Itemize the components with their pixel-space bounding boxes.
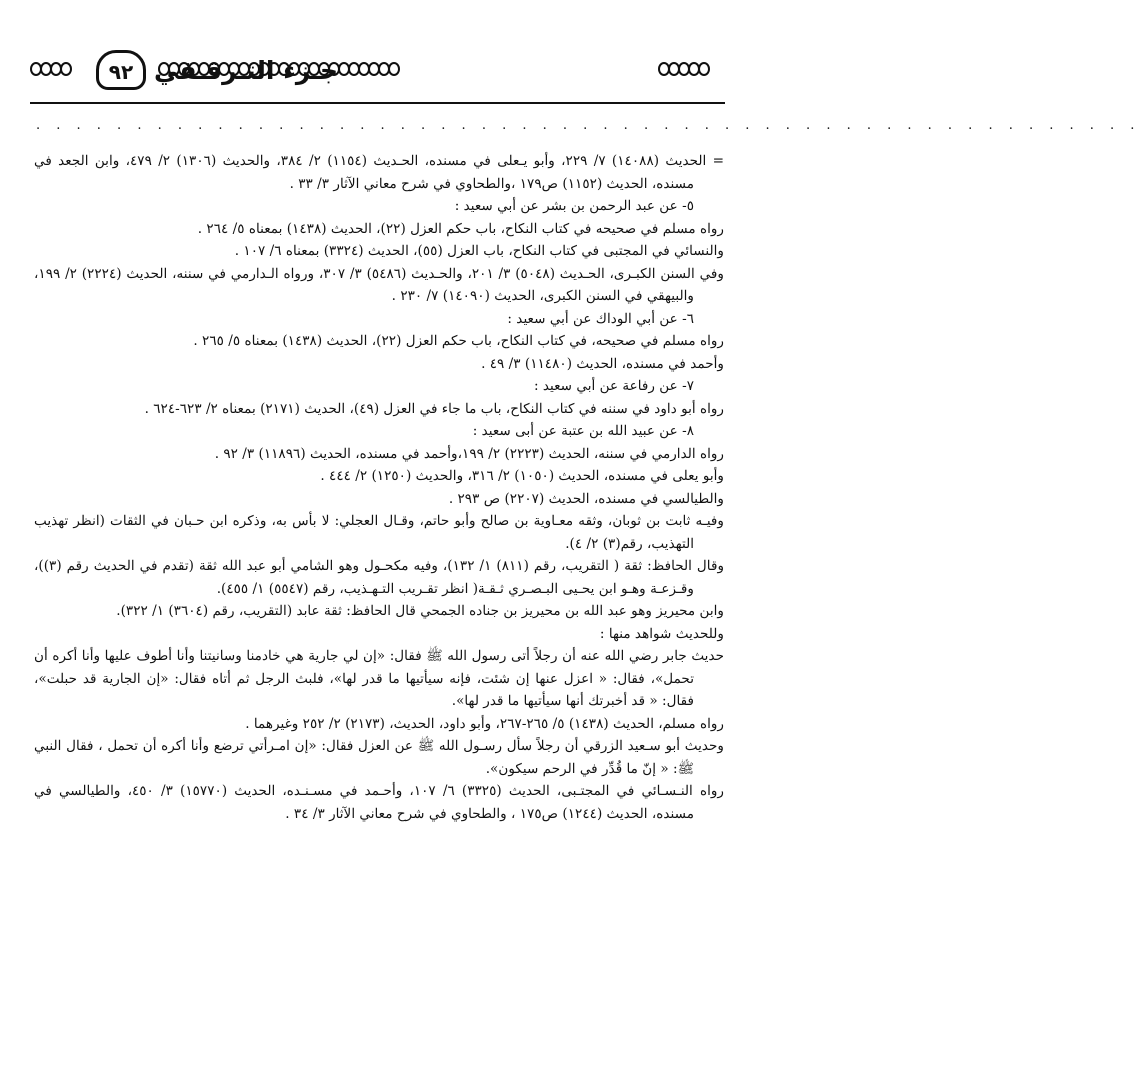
paragraph: وفيـه ثابت بن ثوبان، وثقه معـاوية بن صالح وأبو حاتم، وقـال العجلي: لا بأس به، وذكره ابن حـبان في الثقات (انظر تهذيب التهذيب، رقم(٣) ٢/ ٤). (34, 513, 724, 552)
paragraph: وللحديث شواهد منها : (599, 625, 724, 642)
paragraph: والطيالسي في مسنده، الحديث (٢٢٠٧) ص ٢٩٣ . (448, 490, 724, 507)
ornament-left (32, 62, 72, 80)
paragraph: رواه مسلم في صحيحه، في كتاب النكاح، باب حكم العزل (٢٢)، الحديث (١٤٣٨) بمعناه ٥/ ٢٦٥ . (193, 333, 724, 349)
paragraph: وأحمد في مسنده، الحديث (١١٤٨٠) ٣/ ٤٩ . (481, 355, 724, 372)
paragraph: والنسائي في المجتبى في كتاب النكاح، باب العزل (٥٥)، الحديث (٣٣٢٤) بمعناه ٦/ ١٠٧ . (234, 243, 724, 259)
running-header (28, 48, 728, 98)
ornament-right (660, 62, 710, 80)
paragraph: وابن محيريز وهو عبد الله بن محيريز بن جناده الجمحي قال الحافظ: ثقة عابد (التقريب، رقم (٣٦٠٤) ١/ ٣٢٢). (116, 603, 724, 619)
paragraph: وقال الحافظ: ثقة ( التقريب، رقم (٨١١) ١/ ١٣٢)، وفيه مكحـول وهو الشامي أبو عبد الله ثقة (تقدم في الحديث رقم (٣))، وقـزعـة وهـو ابن يحـيى البـصـري ثـقـة( انظر تقـريب التـهـذيب، رقم (٥٥٤٧) ١/ ٤٥٥). (34, 558, 725, 597)
header-rule (30, 102, 725, 104)
paragraph: رواه مسلم، الحديث (١٤٣٨) ٥/ ٢٦٥-٢٦٧، وأبو داود، الحديث، (٢١٧٣) ٢/ ٢٥٢ وغيرهما . (245, 715, 724, 732)
paragraph: رواه مسلم في صحيحه في كتاب النكاح، باب حكم العزل (٢٢)، الحديث (١٤٣٨) بمعناه ٥/ ٢٦٤ . (197, 220, 724, 237)
paragraph: = الحديث (١٤٠٨٨) ٧/ ٢٢٩، وأبو يـعلى في مسنده، الحـديث (١١٥٤) ٢/ ٣٨٤، والحديث (١٣٠٦) ٢/ ٤٧٩، وابن الجعد في مسنده، الحديث (١١٥٢) ص١٧٩ ،والطحاوي في شرح معاني الآثار ٣/ ٣٣ . (34, 153, 725, 192)
section-heading: ٦- عن أبي الوداك عن أبي سعيد : (507, 310, 694, 327)
section-heading: ٨- عن عبيد الله بن عتبة عن أبى سعيد : (472, 423, 694, 439)
paragraph: رواه الدارمي في سننه، الحديث (٢٢٢٣) ٢/ ١٩٩،وأحمد في مسنده، الحديث (١١٨٩٦) ٣/ ٩٢ . (214, 445, 724, 462)
section-heading: ٥- عن عبد الرحمن بن بشر عن أبي سعيد : (454, 198, 694, 214)
hadith-paragraph: حديث جابر رضي الله عنه أن رجلاً أتى رسول الله ﷺ فقال: «إن لي جارية هي خادمنا وسانيتنا وأنا أطوف عليها وأنا أكره أن تحمل»، فقال: « اعزل عنها إن شئت، فإنه سيأتيها ما قدر لها»، فلبث الرجل ثم أتاه فقال: «إن الجارية قد حبلت»، فقال: « قد أخبرتك أنها سيأتيها ما قدر لها». (34, 648, 724, 709)
paragraph: وفي السنن الكبـرى، الحـديث (٥٠٤٨) ٣/ ٢٠١، والحـديث (٥٤٨٦) ٣/ ٣٠٧، ورواه الـدارمي في سننه، الحديث (٢٢٢٤) ٢/ ١٩٩، والبيهقي في السنن الكبرى، الحديث (١٤٠٩٠) ٧/ ٢٣٠ . (34, 265, 724, 304)
dotted-separator: . . . . . . . . . . . . . . . . . . . . . . . . . . . . . . . . . . . . . . . . . . . . . . . . . . . . . . . (36, 118, 1140, 133)
running-title: جـزء التـرقـفي (153, 56, 338, 85)
page-number: ٩٢ (96, 50, 146, 90)
paragraph: وأبو يعلى في مسنده، الحديث (١٠٥٠) ٢/ ٣١٦، والحديث (١٢٥٠) ٢/ ٤٤٤ . (320, 468, 724, 484)
body-text (34, 150, 724, 825)
paragraph: رواه أبو داود في سننه في كتاب النكاح، باب ما جاء في العزل (٤٩)، الحديث (٢١٧١) بمعناه ٢/ ٦٢٣-٦٢٤ . (144, 400, 724, 417)
hadith-paragraph: وحديث أبو سـعيد الزرقي أن رجلاً سأل رسـول الله ﷺ عن العزل فقال: «إن امـرأتي ترضع وأنا أكره أن تحمل ، فقال النبي ﷺ: « إنّ ما قُدِّر في الرحم سيكون». (34, 738, 724, 777)
paragraph: رواه النـسـائي في المجتـبى، الحديث (٣٣٢٥) ٦/ ١٠٧، وأحـمد في مسـنـده، الحديث (١٥٧٧٠) ٣/ ٤٥٠، والطيالسي في مسنده، الحديث (١٢٤٤) ص١٧٥ ، والطحاوي في شرح معاني الآثار ٣/ ٣٤ . (34, 783, 724, 822)
section-heading: ٧- عن رفاعة عن أبي سعيد : (533, 378, 694, 394)
